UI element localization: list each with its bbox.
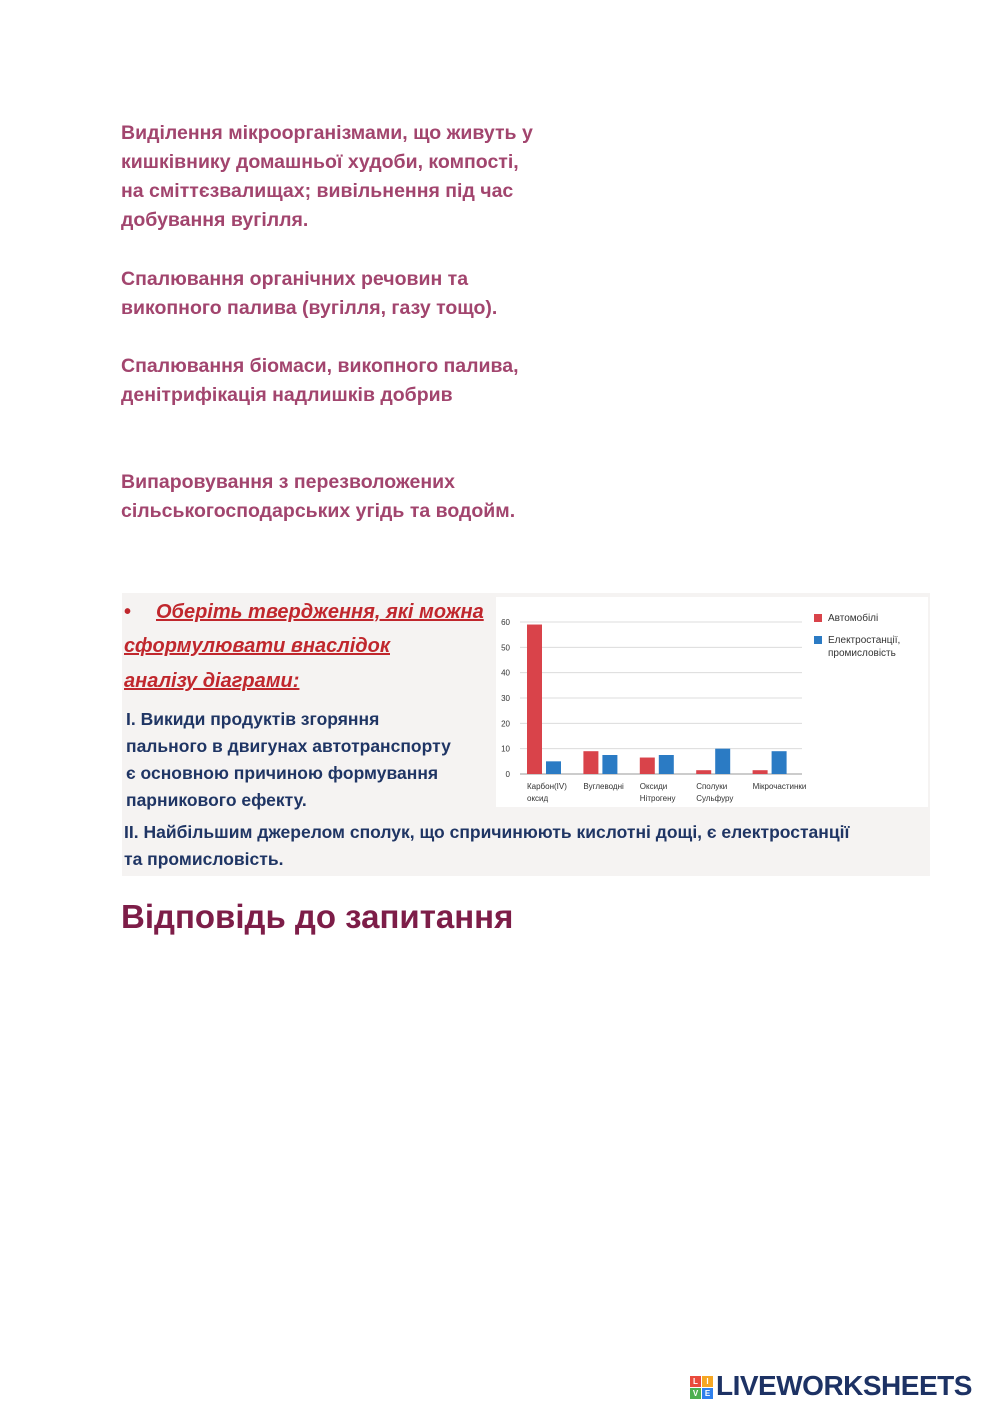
logo-letter: E [702,1388,713,1399]
legend-swatch [814,636,822,644]
paragraph-line: викопного палива (вугілля, газу тощо). [121,297,498,319]
bar-cars [640,758,655,774]
emissions-chart [496,597,928,807]
paragraph-line: кишківнику домашньої худоби, компості, [121,151,519,173]
y-tick-label: 40 [501,668,510,678]
statement-1 [126,706,496,814]
statement-line: є основною причиною формування [126,763,439,783]
x-tick-label: Вуглеводні [583,782,624,791]
x-tick-label: оксид [527,794,549,803]
y-tick-label: 60 [501,618,510,627]
y-tick-label: 0 [505,770,510,779]
logo-mark-icon [690,1376,714,1400]
bar-industry [546,761,561,774]
y-tick-label: 50 [501,643,510,653]
y-tick-label: 10 [501,744,510,754]
y-tick-label: 30 [501,694,510,703]
statement-2 [124,819,928,873]
logo-text: LIVEWORKSHEETS [716,1370,972,1401]
paragraph-line: на сміттєзвалищах; вивільнення під час [121,180,514,202]
paragraph-evaporation [121,468,641,526]
task-image [122,593,930,876]
paragraph-line: Спалювання органічних речовин та [121,268,469,290]
bar-industry [772,751,787,774]
question-line: Оберіть твердження, які можна [156,601,484,623]
question-line: сформулювати внаслідок [124,635,390,657]
chart-svg [496,597,928,807]
legend-swatch [814,614,822,622]
paragraph-line: Випаровування з перезволожених [121,471,455,493]
logo-letter: V [690,1388,701,1399]
x-tick-label: Сульфуру [696,794,734,803]
paragraph-line: добування вугілля. [121,209,309,231]
bar-industry [659,755,674,774]
statement-line: II. Найбільшим джерелом сполук, що спричинюють кислотні дощі, є електростанції [124,822,850,842]
paragraph-line: Виділення мікроорганізмами, що живуть у [121,122,533,144]
statement-line: та промисловість. [124,849,284,869]
x-tick-label: Сполуки [696,782,728,791]
legend-label: промисловість [828,648,896,659]
paragraph-biomass [121,352,641,410]
y-tick-label: 20 [501,719,510,729]
bar-cars [527,625,542,774]
bar-cars [753,770,768,774]
paragraph-line: денітрифікація надлишків добрив [121,384,453,406]
x-tick-label: Нітрогену [639,794,676,803]
bar-cars [583,751,598,774]
paragraph-combustion [121,265,641,323]
paragraph-microorganisms [121,119,641,235]
legend-label: Електростанції, [828,635,901,646]
statement-line: парникового ефекту. [126,790,307,810]
statement-line: I. Викиди продуктів згоряння [126,709,380,729]
bar-industry [602,755,617,774]
legend-label: Автомобілі [828,613,879,624]
logo-letter: I [702,1376,713,1387]
bar-industry [715,749,730,774]
bar-cars [696,770,711,774]
x-tick-label: Оксиди [639,782,668,791]
x-tick-label: Карбон(IV) [527,782,567,791]
bullet: • [124,601,132,623]
x-tick-label: Мікрочастинки [752,782,807,791]
paragraph-line: Спалювання біомаси, викопного палива, [121,355,519,377]
logo-letter: L [690,1376,701,1387]
statement-line: пального в двигунах автотранспорту [126,736,451,756]
paragraph-line: сільськогосподарських угідь та водойм. [121,500,516,522]
answer-heading: Відповідь до запитання [121,898,514,935]
question-line: аналізу діаграми: [124,670,300,692]
